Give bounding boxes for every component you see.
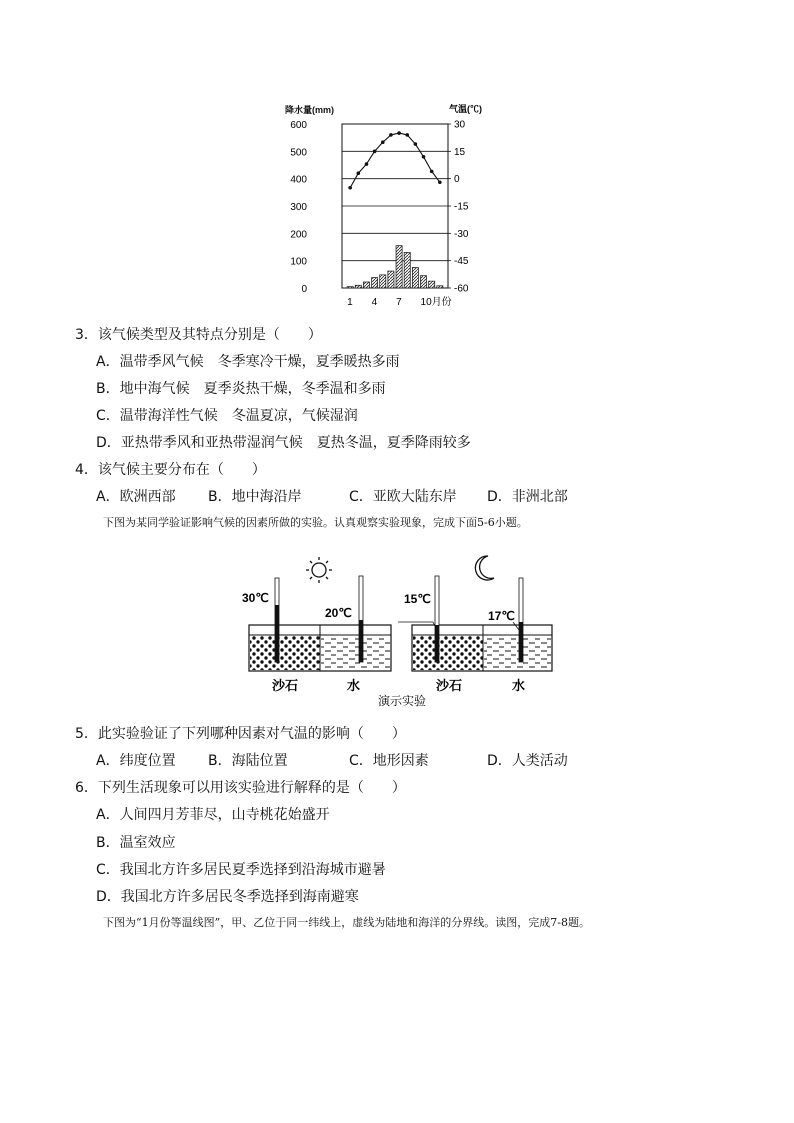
temp-axis-title: 气温(℃): [449, 104, 482, 114]
day-sand-label: 沙石: [272, 678, 299, 693]
temp-tick-label: -15: [454, 201, 469, 213]
intro-5-6: 下图为某同学验证影响气候的因素所做的实验。认真观察实验现象，完成下面5-6小题。: [103, 516, 528, 529]
q4-stem: 4．该气候主要分布在（ ）: [75, 462, 266, 478]
temperature-point: [405, 133, 409, 137]
temperature-point: [438, 181, 442, 185]
temperature-point: [365, 162, 369, 166]
night-water-label: 水: [512, 678, 526, 693]
precip-tick-label: 600: [290, 120, 307, 131]
precip-bar: [363, 282, 369, 288]
temp-tick-label: -60: [454, 283, 469, 295]
q3-option-c[interactable]: C．温带海洋性气候 冬温夏凉，气候湿润: [96, 408, 358, 424]
precip-tick-label: 500: [290, 147, 307, 159]
night-water-temp: 17℃: [488, 609, 515, 623]
q3-option-d[interactable]: D．亚热带季风和亚热带湿润气候 夏热冬温，夏季降雨较多: [96, 435, 471, 451]
precip-tick-labels: [280, 98, 310, 313]
night-sand-temp: 15℃: [404, 592, 431, 606]
precip-tick-label: 400: [290, 174, 307, 186]
temperature-point: [414, 142, 418, 146]
month-tick-label: 4: [371, 297, 378, 308]
precip-bar: [396, 246, 402, 288]
precip-bar: [429, 281, 435, 288]
precip-bar: [388, 271, 394, 288]
precip-tick-label: 200: [290, 229, 307, 241]
precip-bar: [412, 268, 418, 289]
precip-bar: [380, 275, 386, 288]
night-sand-label: 沙石: [436, 678, 463, 693]
q4-option-d[interactable]: D．非洲北部: [487, 489, 568, 505]
precip-bar: [372, 278, 378, 288]
q4-option-a[interactable]: A．欧洲西部: [96, 489, 176, 505]
temp-tick-label: -45: [454, 256, 469, 268]
temperature-point: [422, 155, 426, 159]
temperature-point: [381, 140, 385, 144]
month-tick-label: 7: [396, 297, 402, 308]
precip-tick-label: 300: [290, 202, 307, 213]
temperature-point: [397, 131, 401, 135]
precip-axis-title-box: 降水量(mm): [285, 105, 334, 115]
q3-option-b[interactable]: B．地中海气候 夏季炎热干燥，冬季温和多雨: [96, 381, 386, 397]
precip-tick-label: 0: [301, 284, 307, 295]
precip-tick-label: 100: [290, 256, 307, 268]
sun-icon: [306, 557, 332, 583]
q4-option-c[interactable]: C．亚欧大陆东岸: [349, 489, 457, 505]
experiment-figure: [240, 550, 560, 710]
temp-tick-label: 15: [454, 146, 466, 158]
precip-bar: [355, 285, 361, 288]
q5-stem: 5．此实验验证了下列哪种因素对气温的影响（ ）: [75, 726, 406, 742]
day-water-temp: 20℃: [325, 606, 352, 620]
temperature-point: [348, 186, 352, 190]
temp-tick-label: 30: [454, 119, 466, 131]
month-tick-label: 10月份: [420, 297, 452, 308]
precip-bar: [347, 287, 353, 288]
q6-option-c[interactable]: C．我国北方许多居民夏季选择到沿海城市避暑: [96, 862, 386, 878]
month-tick-label: 1: [347, 297, 353, 308]
moon-icon: [475, 556, 494, 580]
intro-7-8: 下图为“1月份等温线图”，甲、乙位于同一纬线上，虚线为陆地和海洋的分界线。读图，完成7-8题。: [103, 916, 590, 929]
precip-bar: [437, 286, 443, 288]
temperature-point: [430, 170, 434, 174]
q5-option-c[interactable]: C．地形因素: [349, 753, 429, 769]
q3-stem: 3．该气候类型及其特点分别是（ ）: [75, 327, 322, 343]
climate-chart: [310, 98, 490, 313]
q5-option-b[interactable]: B．海陆位置: [208, 753, 288, 769]
day-container: [249, 576, 391, 671]
temperature-point: [373, 150, 377, 154]
experiment-caption: 演示实验: [378, 694, 427, 708]
q6-option-b[interactable]: B．温室效应: [96, 835, 176, 851]
q6-option-d[interactable]: D．我国北方许多居民冬季选择到海南避寒: [96, 889, 359, 905]
q5-option-a[interactable]: A．纬度位置: [96, 753, 176, 769]
precip-bar: [404, 252, 410, 288]
temperature-line: [348, 131, 441, 189]
temperature-point: [389, 133, 393, 137]
temp-tick-label: -30: [454, 228, 469, 240]
q3-option-a[interactable]: A．温带季风气候 冬季寒冷干燥，夏季暖热多雨: [96, 354, 400, 370]
q6-option-a[interactable]: A．人间四月芳菲尽，山寺桃花始盛开: [96, 807, 330, 823]
precip-bars: [347, 246, 443, 288]
precip-bar: [420, 276, 426, 288]
day-sand-temp: 30℃: [242, 591, 269, 605]
temperature-polyline: [350, 133, 440, 188]
q4-option-b[interactable]: B．地中海沿岸: [208, 489, 302, 505]
day-water-label: 水: [347, 678, 361, 693]
chart-gridlines: [342, 151, 448, 260]
temperature-point: [357, 171, 361, 175]
night-container: [398, 576, 552, 671]
q5-option-d[interactable]: D．人类活动: [487, 753, 568, 769]
temp-tick-label: 0: [454, 174, 460, 186]
q6-stem: 6．下列生活现象可以用该实验进行解释的是（ ）: [75, 780, 406, 796]
